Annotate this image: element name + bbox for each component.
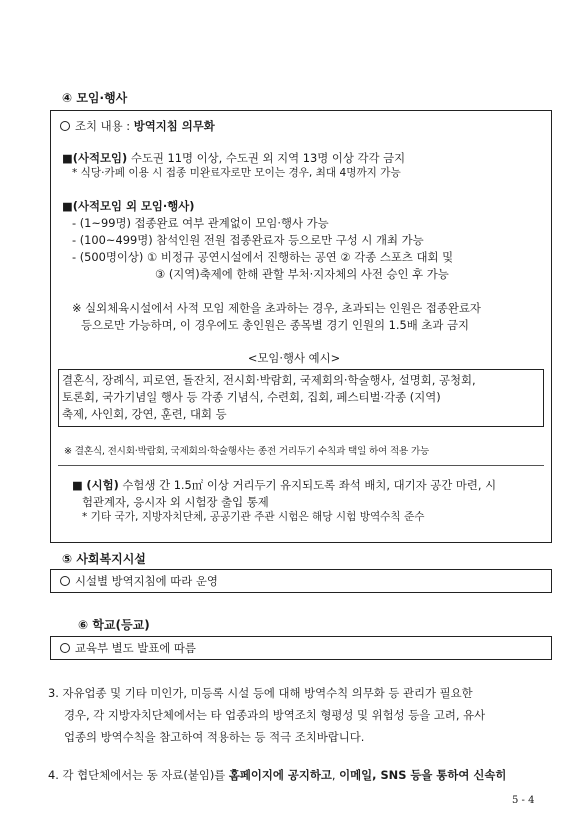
private-note: * 식당·카페 이용 시 접종 미완료자로만 모이는 경우, 최대 4명까지 가능 bbox=[72, 167, 401, 179]
other-heading: (사적모임 외 모임·행사) bbox=[72, 199, 195, 213]
circle-bullet-icon bbox=[60, 121, 70, 131]
para3-line: 경우, 각 지방자치단체에서는 타 업종과의 방역조치 형평성 및 위험성 등을 고려, 유사 bbox=[64, 708, 486, 722]
measure-value: 방역지침 의무화 bbox=[133, 119, 215, 133]
circle-bullet-icon bbox=[60, 643, 70, 653]
other-item: - (100~499명) 참석인원 전원 접종완료자 등으로만 구성 시 개최 가능 bbox=[72, 233, 424, 247]
examples-line: 토론회, 국가기념일 행사 등 각종 기념식, 수련회, 집회, 페스티벌·각종 (지역) bbox=[62, 390, 441, 404]
para4-bold-1: 홈페이지에 공지하고 bbox=[228, 768, 332, 782]
para3-line: 3. 자유업종 및 기타 미인가, 미등록 시설 등에 대해 방역수칙 의무화 등 관리가 필요한 bbox=[48, 686, 473, 700]
para4-bold-2: 이메일, SNS 등을 통하여 신속히 bbox=[339, 768, 507, 782]
exam-heading: (시험) bbox=[86, 478, 119, 492]
other-item: - (1~99명) 접종완료 여부 관계없이 모임·행사 가능 bbox=[72, 216, 329, 230]
para4-mid: , bbox=[331, 768, 340, 782]
section4-title: ④ 모임·행사 bbox=[62, 91, 128, 105]
separator-line bbox=[58, 465, 544, 466]
exam-line-2: 험관계자, 응시자 외 시험장 출입 통제 bbox=[82, 495, 269, 509]
exam-line bbox=[72, 478, 496, 492]
measure-label: 조치 내용 : bbox=[75, 119, 134, 133]
other-item: ③ (지역)축제에 한해 관할 부처·지자체의 사전 승인 후 가능 bbox=[155, 267, 449, 281]
examples-title: <모임·행사 예시> bbox=[247, 351, 341, 365]
other-item: - (500명이상) ① 비정규 공연시설에서 진행하는 공연 ② 각종 스포츠 대회 및 bbox=[72, 250, 454, 264]
circle-bullet-icon bbox=[60, 576, 70, 586]
exam-text: 수험생 간 1.5㎡ 이상 거리두기 유지되도록 좌석 배치, 대기자 공간 마련, 시 bbox=[118, 478, 497, 492]
page-number: 5 - 4 bbox=[512, 795, 535, 806]
para4-prefix: 4. 각 협단체에서는 동 자료(붙임)를 bbox=[48, 768, 229, 782]
section6-title: ⑥ 학교(등교) bbox=[78, 618, 150, 632]
private-text: 수도권 11명 이상, 수도권 외 지역 13명 이상 각각 금지 bbox=[127, 151, 406, 165]
examples-line: 결혼식, 장례식, 피로연, 돌잔치, 전시회·박람회, 국제회의·학술행사, 설명회, 공청회, bbox=[62, 373, 476, 387]
para4-line bbox=[48, 768, 506, 782]
private-heading: (사적모임) bbox=[72, 151, 128, 165]
private-gathering-line bbox=[62, 151, 405, 165]
square-bullet-icon: ■ bbox=[62, 151, 73, 165]
section5-content-line bbox=[60, 574, 218, 588]
other-gathering-line bbox=[62, 199, 194, 213]
section5-title: ⑤ 사회복지시설 bbox=[62, 552, 146, 566]
sports-note-2: 등으로만 가능하며, 이 경우에도 총인원은 종목별 경기 인원의 1.5배 초과 금지 bbox=[81, 318, 470, 332]
examples-line: 축제, 사인회, 강연, 훈련, 대회 등 bbox=[62, 407, 227, 421]
para3-line: 업종의 방역수칙을 참고하여 적용하는 등 적극 조치바랍니다. bbox=[64, 730, 365, 744]
square-bullet-icon: ■ bbox=[62, 199, 73, 213]
sports-note-1: ※ 실외체육시설에서 사적 모임 제한을 초과하는 경우, 초과되는 인원은 접종완료자 bbox=[72, 301, 481, 315]
section6-content: 교육부 별도 발표에 따름 bbox=[75, 641, 196, 655]
section6-content-line bbox=[60, 641, 196, 655]
square-bullet-icon: ■ bbox=[72, 478, 87, 492]
section5-content: 시설별 방역지침에 따라 운영 bbox=[75, 574, 218, 588]
measure-line bbox=[60, 119, 215, 133]
exam-note: * 기타 국가, 지방자치단체, 공공기관 주관 시험은 해당 시험 방역수칙 준수 bbox=[82, 511, 425, 523]
rule-note: ※ 결혼식, 전시회·박람회, 국제회의·학술행사는 종전 거리두기 수칙과 택일 하여 적용 가능 bbox=[64, 446, 430, 457]
